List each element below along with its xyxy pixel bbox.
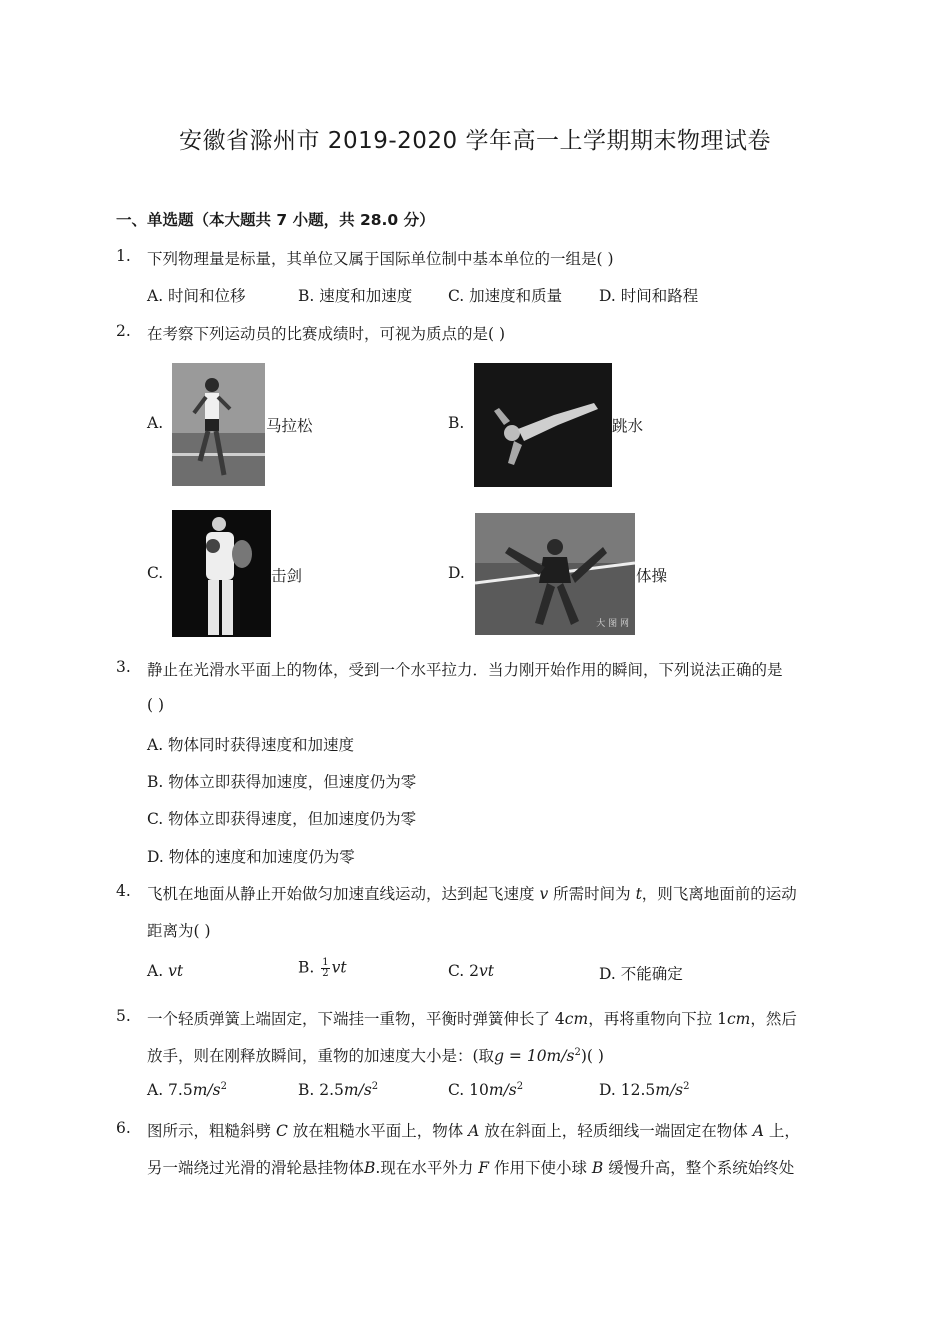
- option-b-label: 跳水: [612, 417, 644, 435]
- question-text-cont: ( ): [147, 696, 165, 714]
- option-a: A. vt: [147, 962, 184, 980]
- marathon-photo: [172, 363, 265, 486]
- option-b: B. $\frac{1}{2}$ vt: [298, 957, 347, 979]
- option-b: B. 速度和加速度: [298, 287, 413, 305]
- question-number: 2.: [116, 322, 131, 340]
- question-number: 1.: [116, 247, 131, 265]
- option-a: A. 时间和位移: [147, 287, 246, 305]
- option-d: D. 不能确定: [599, 965, 683, 983]
- question-text: 在考察下列运动员的比赛成绩时，可视为质点的是( ): [147, 325, 506, 343]
- question-number: 6.: [116, 1119, 131, 1137]
- option-a-letter: A.: [147, 414, 164, 432]
- marathon-image-icon: [172, 363, 265, 486]
- fraction-half: $\frac{1}{2}$: [322, 957, 329, 979]
- diving-photo: [474, 363, 612, 487]
- option-a: A. 物体同时获得速度和加速度: [147, 736, 355, 754]
- option-c-letter: C.: [147, 564, 164, 582]
- fencing-image-icon: [172, 510, 271, 637]
- question-text: 一个轻质弹簧上端固定，下端挂一重物，平衡时弹簧伸长了 4cm，再将重物向下拉 1cm，然后: [147, 1010, 797, 1028]
- option-a-label: 马拉松: [266, 417, 313, 435]
- question-number: 5.: [116, 1007, 131, 1025]
- option-d-label: 体操: [636, 567, 668, 585]
- option-c: C. 加速度和质量: [448, 287, 563, 305]
- gymnastics-photo: [475, 513, 635, 635]
- option-d-letter: D.: [448, 564, 465, 582]
- question-text-cont: 另一端绕过光滑的滑轮悬挂物体B.现在水平外力 F 作用下使小球 B 缓慢升高，整个系统始终处: [147, 1159, 795, 1177]
- option-a: A. $7.5m/s^2$: [147, 1081, 227, 1100]
- question-text: 静止在光滑水平面上的物体，受到一个水平拉力．当力刚开始作用的瞬间，下列说法正确的是: [147, 661, 783, 679]
- option-b-letter: B.: [448, 414, 465, 432]
- fencing-photo: [172, 510, 271, 637]
- option-b: B. 物体立即获得加速度，但速度仍为零: [147, 773, 417, 791]
- option-d: D. 时间和路程: [599, 287, 699, 305]
- question-text: 图所示，粗糙斜劈 C 放在粗糙水平面上，物体 A 放在斜面上，轻质细线一端固定在物体 A 上，: [147, 1122, 800, 1140]
- page-title: 安徽省滁州市 2019-2020 学年高一上学期期末物理试卷: [179, 128, 771, 154]
- option-c: C. $10m/s^2$: [448, 1081, 524, 1100]
- diving-image-icon: [474, 363, 612, 487]
- question-text: 下列物理量是标量，其单位又属于国际单位制中基本单位的一组是( ): [147, 250, 614, 268]
- option-c: C. 2vt: [448, 962, 495, 980]
- question-text-cont: 放手，则在刚释放瞬间，重物的加速度大小是：(取$g = 10m/s^2$)( ): [147, 1046, 604, 1065]
- option-d: D. $12.5m/s^2$: [599, 1081, 690, 1100]
- question-number: 3.: [116, 658, 131, 676]
- question-text: 飞机在地面从静止开始做匀加速直线运动，达到起飞速度 v 所需时间为 t，则飞离地面前的运动: [147, 885, 797, 903]
- option-c-label: 击剑: [271, 567, 303, 585]
- question-text-cont: 距离为( ): [147, 922, 211, 940]
- option-c: C. 物体立即获得速度，但加速度仍为零: [147, 810, 417, 828]
- photo-watermark: 大 图 网: [596, 619, 629, 629]
- option-d: D. 物体的速度和加速度仍为零: [147, 848, 355, 866]
- option-b: B. $2.5m/s^2$: [298, 1081, 379, 1100]
- question-number: 4.: [116, 882, 131, 900]
- section-heading: 一、单选题（本大题共 7 小题，共 28.0 分）: [116, 211, 435, 229]
